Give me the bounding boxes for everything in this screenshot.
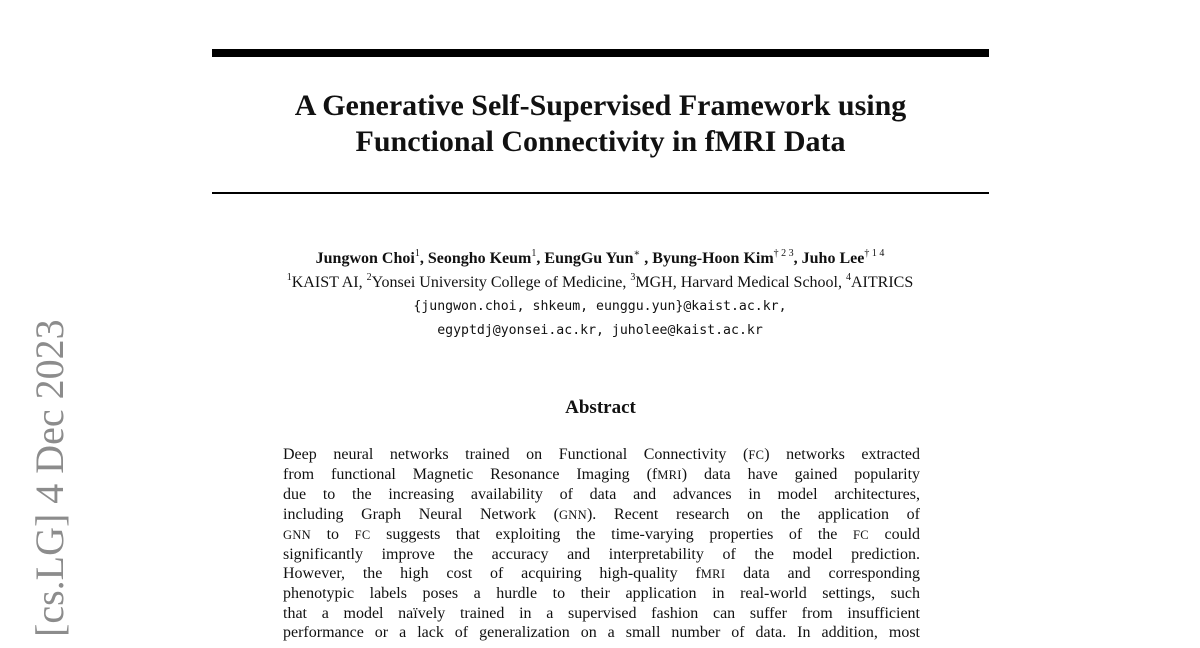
abstract-text: from functional Magnetic Resonance Imaging (f — [283, 466, 658, 484]
abstract-line — [283, 545, 920, 564]
author-list: Jungwon Choi$^1$, Seongho Keum$^1$, EungGu Yun∗ , Byung-Hoon Kim$^{\dagger 2 3}$, Juho Lee$^{\dagger 1 4}$ — [315, 247, 885, 267]
affiliation-list: $^1$KAIST AI, $^2$Yonsei University College of Medicine, $^3$MGH, Harvard Medical School, $^4$AITRICS — [286, 271, 914, 291]
abstract-line — [283, 623, 920, 642]
abstract-line — [283, 465, 920, 485]
abstract-acronym: MRI — [657, 468, 682, 483]
paper-title — [212, 88, 989, 160]
abstract-text: ) networks extracted — [764, 446, 921, 463]
abstract-line — [283, 564, 920, 584]
abstract-line — [283, 485, 920, 504]
abstract-text: phenotypic labels poses a hurdle to their application in real-world settings, such — [283, 585, 920, 603]
affiliation-mark: 3 — [630, 271, 636, 283]
abstract-acronym: GNN — [283, 527, 311, 542]
affiliation-name: KAIST AI — [291, 274, 359, 291]
affiliation-mark: 4 — [846, 271, 851, 283]
author-affiliation-mark: 1 — [531, 247, 537, 259]
abstract-line — [283, 525, 920, 545]
abstract-text: could — [868, 525, 921, 543]
abstract-text: ) data have gained popularity — [681, 466, 921, 484]
abstract-text: due to the increasing availability of data and advances in model architectures, — [283, 486, 920, 504]
author-name: Seongho Keum — [427, 250, 532, 267]
affiliation-name: AITRICS — [851, 274, 914, 291]
arxiv-side-stamp: [cs.LG] 4 Dec 2023 — [27, 319, 72, 637]
author-affiliation-mark: 1 — [414, 247, 420, 259]
email-line-2 — [150, 319, 1050, 343]
title-bottom-rule — [212, 192, 989, 194]
email-line-1: {jungwon.choi, shkeum, eunggu.yun}@kaist.ac.kr, — [413, 299, 787, 314]
abstract-text: suggests that exploiting the time-varying properties of the — [370, 525, 853, 543]
abstract-acronym: FC — [852, 527, 869, 542]
affiliation-name: Yonsei University College of Medicine — [371, 274, 623, 291]
abstract-text: that a model naïvely trained in a supervised fashion can suffer from insufficient — [283, 604, 920, 622]
abstract-acronym: GNN — [558, 507, 587, 522]
author-affiliation-mark: † 2 3 — [773, 247, 794, 259]
affiliation-name: MGH, Harvard Medical School — [635, 274, 838, 291]
abstract-body — [283, 445, 920, 642]
abstract-line — [283, 445, 920, 465]
abstract-text: including Graph Neural Network ( — [283, 505, 559, 523]
paper-title-line-1: A Generative Self-Supervised Framework using — [294, 89, 907, 122]
email-juholee: juholee@kaist.ac.kr — [611, 323, 763, 338]
paper-title-line-2: Functional Connectivity in fMRI Data — [355, 125, 846, 158]
abstract-acronym: FC — [354, 527, 371, 542]
abstract-text: data and corresponding — [725, 565, 921, 583]
abstract-heading: Abstract — [565, 397, 636, 418]
abstract-line — [283, 584, 920, 603]
abstract-acronym: FC — [748, 448, 765, 462]
abstract-text: However, the high cost of acquiring high-quality f — [283, 565, 701, 583]
author-name: Juho Lee — [801, 250, 865, 267]
abstract-line — [283, 604, 920, 623]
abstract-text: ). Recent research on the application of — [586, 505, 921, 523]
author-name: Jungwon Choi — [315, 250, 415, 267]
title-top-rule — [212, 49, 989, 57]
abstract-text: significantly improve the accuracy and interpretability of the model prediction. — [283, 546, 920, 564]
abstract-text: Deep neural networks trained on Functional Connectivity ( — [283, 446, 749, 463]
author-affiliation-mark: ∗ — [633, 247, 641, 259]
author-affiliation-mark: † 1 4 — [864, 247, 885, 259]
abstract-line — [283, 505, 920, 525]
abstract-text: performance or a lack of generalization on a small number of data. In addition, most — [283, 623, 920, 641]
affiliation-mark: 2 — [366, 271, 372, 283]
email-yonsei: egyptdj@yonsei.ac.kr, — [437, 323, 604, 338]
author-name: Byung-Hoon Kim — [652, 250, 774, 267]
author-block — [150, 247, 1050, 343]
author-name: EungGu Yun — [544, 250, 634, 267]
abstract-acronym: MRI — [700, 567, 726, 582]
affiliation-mark: 1 — [286, 271, 292, 283]
abstract-text: to — [310, 525, 355, 543]
